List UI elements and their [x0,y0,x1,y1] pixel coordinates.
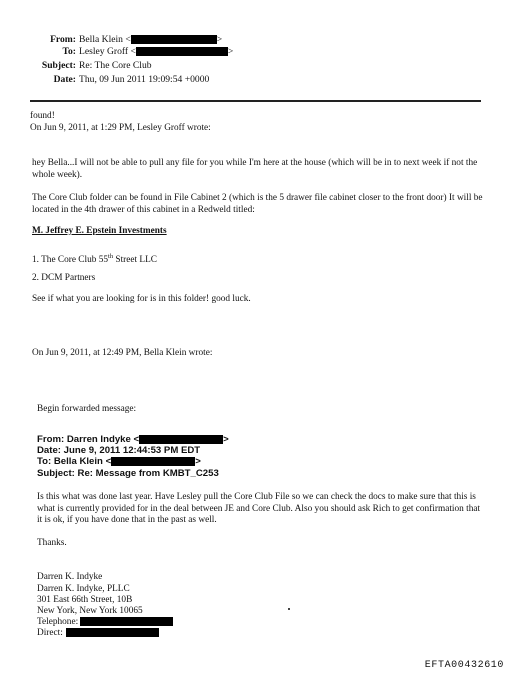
forwarded-label: Begin forwarded message: [37,404,137,414]
folder-item-1-text: 1. The Core Club 55 [32,255,109,266]
forwarded-thanks: Thanks. [37,538,67,548]
forwarded-close-bracket: > [223,434,229,445]
forwarded-date: Date: June 9, 2011 12:44:53 PM EDT [37,445,201,456]
signature-address-1: 301 East 66th Street, 10B [37,595,133,605]
forwarded-from-text: From: Darren Indyke < [37,434,140,445]
stray-mark [288,608,290,610]
header-close-bracket: > [227,46,234,57]
redaction-box [131,35,217,44]
signature-address-2: New York, New York 10065 [37,606,143,616]
document-id: EFTA00432610 [424,660,504,671]
folder-item-1 [32,251,157,267]
header-to-label: To: [62,46,76,57]
signature-firm: Darren K. Indyke, PLLC [37,584,130,594]
folder-title: M. Jeffrey E. Epstein Investments [32,226,167,236]
forwarded-subject: Subject: Re: Message from KMBT_C253 [37,468,219,479]
header-from-row [0,34,222,46]
redaction-box [111,457,195,466]
header-to-value: Lesley Groff < [79,46,136,57]
groff-paragraph-2: The Core Club folder can be found in File Cabinet 2 (which is the 5 drawer file cabinet closer to the front door) It will be located in the 4th drawer of this cabinet in a Redweld titled: [32,193,483,215]
folder-item-2: 2. DCM Partners [32,273,96,283]
header-close-bracket: > [216,34,223,45]
header-date-label: Date: [53,74,76,85]
redaction-box [66,628,159,637]
groff-paragraph-1: hey Bella...I will not be able to pull any file for you while I'm here at the house (which will be in to next week if not the whole week). [32,158,478,180]
folder-item-1-superscript: th [108,253,114,260]
header-subject-value: Re: The Core Club [79,60,152,71]
forwarded-paragraph: Is this what was done last year. Have Lesley pull the Core Club File so we can check the docs to make sure that this is what is currently provided for in the deal between JE and Core Club. Also you should ask Rich to get confirmation that it is ok, if you have done that in the past as well. [37,492,481,525]
header-from-label: From: [50,34,76,45]
redaction-box [80,617,173,626]
forwarded-to [37,456,201,468]
header-subject-row [0,60,152,72]
header-date-row [0,74,209,86]
forwarded-from [37,434,229,446]
header-date-value: Thu, 09 Jun 2011 19:09:54 +0000 [79,74,210,85]
header-to-row [0,46,233,58]
forwarded-close-bracket: > [195,456,201,467]
signature-telephone [37,617,173,628]
groff-closing: See if what you are looking for is in this folder! good luck. [32,294,251,304]
signature-name: Darren K. Indyke [37,572,103,582]
header-divider [30,100,481,102]
header-from-value: Bella Klein < [79,34,131,45]
redaction-box [139,435,223,444]
reply-line-2: On Jun 9, 2011, at 1:29 PM, Lesley Groff wrote: [30,123,211,133]
header-subject-label: Subject: [41,60,76,71]
signature-telephone-label: Telephone: [37,617,79,627]
folder-item-1-suffix: Street LLC [113,255,157,266]
reply-line-1: found! [30,111,55,121]
signature-direct [37,628,159,639]
redaction-box [136,47,228,56]
klein-wrote-line: On Jun 9, 2011, at 12:49 PM, Bella Klein wrote: [32,348,213,358]
forwarded-to-text: To: Bella Klein < [37,456,112,467]
signature-direct-label: Direct: [37,628,63,638]
